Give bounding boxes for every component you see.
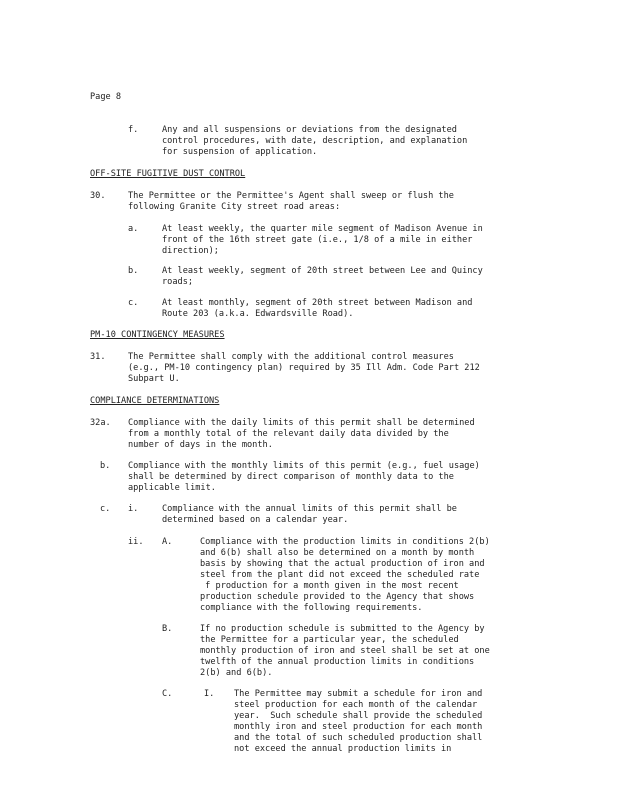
condition-32c-ii-C-line: not exceed the annual production limits in xyxy=(234,744,452,754)
section-heading-compliance: COMPLIANCE DETERMINATIONS xyxy=(90,396,220,406)
condition-30-line: The Permittee or the Permittee's Agent shall sweep or flush the xyxy=(128,191,454,201)
condition-30c-line: Route 203 (a.k.a. Edwardsville Road). xyxy=(162,309,354,319)
condition-32c-ii-B-line: the Permittee for a particular year, the scheduled xyxy=(200,635,459,645)
condition-31-line: The Permittee shall comply with the additional control measures xyxy=(128,352,454,362)
condition-32c-i-line: determined based on a calendar year. xyxy=(162,515,349,525)
condition-32c-ii-A-line: compliance with the following requirements. xyxy=(200,603,423,613)
condition-32a-number: 32a. xyxy=(90,418,111,428)
condition-32a-line: number of days in the month. xyxy=(128,440,273,450)
condition-32b-line: Compliance with the monthly limits of this permit (e.g., fuel usage) xyxy=(128,461,480,471)
condition-30b-line: roads; xyxy=(162,277,194,287)
condition-32c-ii-B-line: monthly production of iron and steel shall be set at one xyxy=(200,646,490,656)
condition-32c-ii-C-sub-marker: I. xyxy=(204,689,215,699)
condition-32c-ii-B-line: twelfth of the annual production limits in conditions xyxy=(200,657,475,667)
condition-32c-ii-marker: ii. xyxy=(128,537,144,547)
condition-32c-ii-C-line: year. Such schedule shall provide the scheduled xyxy=(234,711,483,721)
condition-30a-line: front of the 16th street gate (i.e., 1/8 of a mile in either xyxy=(162,235,473,245)
condition-30-line: following Granite City street road areas: xyxy=(128,202,341,212)
condition-30-number: 30. xyxy=(90,191,106,201)
condition-31-line: (e.g., PM-10 contingency plan) required by 35 Ill Adm. Code Part 212 xyxy=(128,363,480,373)
condition-32c-ii-A-line: f production for a month given in the most recent xyxy=(200,581,459,591)
condition-31-number: 31. xyxy=(90,352,106,362)
page-number: Page 8 xyxy=(90,92,122,102)
condition-32c-ii-A-line: production schedule provided to the Agency that shows xyxy=(200,592,475,602)
condition-32c-number: c. xyxy=(100,504,111,514)
condition-30c-line: At least monthly, segment of 20th street between Madison and xyxy=(162,298,473,308)
condition-32c-ii-A-marker: A. xyxy=(162,537,173,547)
condition-31-line: Subpart U. xyxy=(128,374,180,384)
condition-32c-ii-C-line: monthly iron and steel production for each month xyxy=(234,722,483,732)
item-f-line: control procedures, with date, description, and explanation xyxy=(162,136,468,146)
condition-32c-ii-C-line: The Permittee may submit a schedule for iron and xyxy=(234,689,483,699)
condition-32c-ii-C-line: and the total of such scheduled production shall xyxy=(234,733,483,743)
condition-32c-ii-A-line: Compliance with the production limits in conditions 2(b) xyxy=(200,537,490,547)
condition-32b-line: applicable limit. xyxy=(128,483,216,493)
condition-32c-ii-A-line: and 6(b) shall also be determined on a month by month xyxy=(200,548,475,558)
condition-32c-ii-C-marker: C. xyxy=(162,689,173,699)
condition-30c-marker: c. xyxy=(128,298,139,308)
condition-32a-line: from a monthly total of the relevant daily data divided by the xyxy=(128,429,449,439)
item-f-marker: f. xyxy=(128,125,139,135)
condition-32b-line: shall be determined by direct comparison of monthly data to the xyxy=(128,472,454,482)
condition-32c-ii-C-line: steel production for each month of the calendar xyxy=(234,700,478,710)
section-heading-offsite-dust: OFF-SITE FUGITIVE DUST CONTROL xyxy=(90,169,246,179)
condition-32c-ii-A-line: basis by showing that the actual production of iron and xyxy=(200,559,485,569)
condition-30b-marker: b. xyxy=(128,266,139,276)
condition-30b-line: At least weekly, segment of 20th street between Lee and Quincy xyxy=(162,266,483,276)
item-f-line: for suspension of application. xyxy=(162,147,318,157)
condition-30a-marker: a. xyxy=(128,224,139,234)
condition-32c-ii-B-marker: B. xyxy=(162,624,173,634)
condition-30a-line: direction); xyxy=(162,246,219,256)
condition-32b-number: b. xyxy=(100,461,111,471)
condition-30a-line: At least weekly, the quarter mile segment of Madison Avenue in xyxy=(162,224,483,234)
condition-32c-ii-A-line: steel from the plant did not exceed the scheduled rate xyxy=(200,570,480,580)
condition-32c-ii-B-line: 2(b) and 6(b). xyxy=(200,668,273,678)
condition-32c-ii-B-line: If no production schedule is submitted to the Agency by xyxy=(200,624,485,634)
condition-32c-i-marker: i. xyxy=(128,504,139,514)
condition-32c-i-line: Compliance with the annual limits of this permit shall be xyxy=(162,504,457,514)
condition-32a-line: Compliance with the daily limits of this permit shall be determined xyxy=(128,418,475,428)
section-heading-pm10: PM-10 CONTINGENCY MEASURES xyxy=(90,330,225,340)
item-f-line: Any and all suspensions or deviations from the designated xyxy=(162,125,457,135)
